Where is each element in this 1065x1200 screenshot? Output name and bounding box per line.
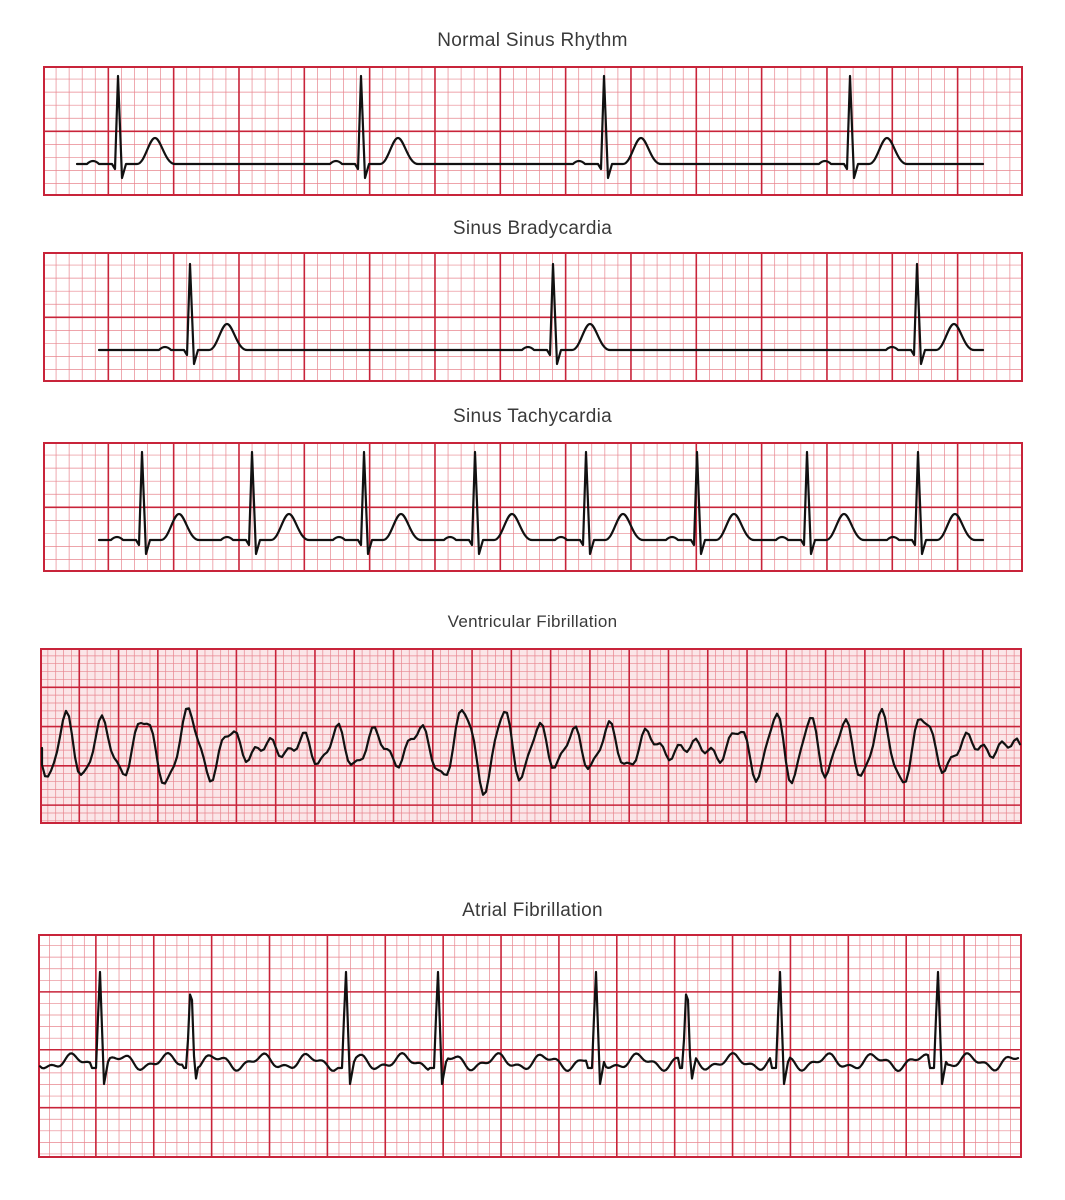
ecg-grid — [43, 66, 1023, 196]
ecg-strip-sinus-tachycardia — [43, 442, 1023, 572]
strip-title-atrial-fibrillation: Atrial Fibrillation — [462, 900, 603, 921]
strip-title-normal-sinus-rhythm: Normal Sinus Rhythm — [437, 30, 628, 51]
strip-title-ventricular-fibrillation: Ventricular Fibrillation — [447, 612, 618, 631]
ecg-grid — [38, 934, 1022, 1158]
ecg-grid — [43, 442, 1023, 572]
strip-title-sinus-tachycardia: Sinus Tachycardia — [453, 406, 612, 427]
ecg-strip-atrial-fibrillation — [38, 934, 1022, 1158]
ecg-strip-sinus-bradycardia — [43, 252, 1023, 382]
ecg-strip-ventricular-fibrillation — [40, 648, 1022, 824]
strip-title-sinus-bradycardia: Sinus Bradycardia — [452, 218, 613, 239]
ecg-strip-normal-sinus-rhythm — [43, 66, 1023, 196]
